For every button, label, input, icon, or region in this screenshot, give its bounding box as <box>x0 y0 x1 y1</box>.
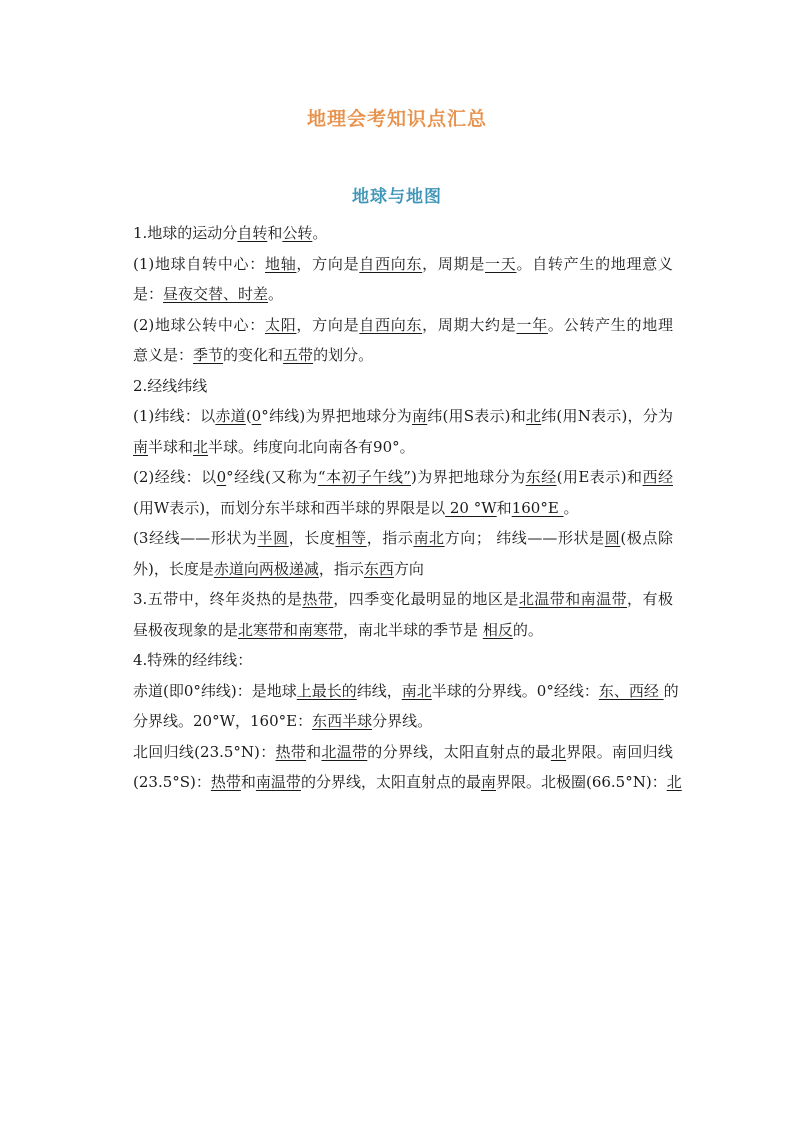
answer-fill: 五带 <box>283 346 314 364</box>
text-line <box>133 588 673 619</box>
answer-fill: 一天 <box>485 254 517 273</box>
text-segment: (极点除 <box>620 529 673 547</box>
text-segment: 。公转产生的地理 <box>547 315 673 334</box>
answer-fill: 东、西经 <box>598 681 664 700</box>
text-segment: ，长度 <box>288 529 336 547</box>
answer-fill: 南 <box>480 773 496 791</box>
text-segment: (用W表示)，而划分东半球和西半球的界限是以 <box>133 498 446 517</box>
text-segment: 的变化和 <box>223 346 284 364</box>
answer-fill: 热带 <box>210 773 241 791</box>
text-segment: (2)经线：以 <box>133 468 217 486</box>
text-segment: 的 <box>663 681 679 700</box>
answer-fill: 东西半球 <box>312 712 373 730</box>
answer-fill: 自西向东 <box>359 315 423 334</box>
text-line <box>133 436 673 467</box>
text-segment: )为界把地球分为 <box>410 468 526 486</box>
text-segment: ，方向是 <box>296 254 360 273</box>
text-segment: °经线(又称为 <box>226 468 318 486</box>
text-line <box>133 619 673 650</box>
answer-fill: 南 <box>411 407 428 425</box>
answer-fill: 北 <box>193 437 209 456</box>
answer-fill: 北 <box>550 742 567 761</box>
answer-fill: 上最长的 <box>296 681 357 700</box>
text-line <box>133 497 673 528</box>
text-segment: 2.经线纬线 <box>133 376 208 395</box>
text-segment: 1.地球的运动分 <box>133 224 238 242</box>
text-segment: ，周期是 <box>422 254 486 273</box>
text-segment: 。自转产生的地理意义 <box>516 254 673 273</box>
answer-fill: 西经 <box>642 468 673 486</box>
text-segment: ( <box>245 407 252 425</box>
text-line <box>133 253 673 284</box>
answer-fill: 半圆 <box>257 529 289 547</box>
text-segment: 界限。南回归线 <box>566 742 673 761</box>
text-line <box>133 771 682 802</box>
text-segment: 纬(用N表示)，分为 <box>541 407 673 425</box>
answer-fill: 北寒带和南寒带 <box>238 620 344 639</box>
section-heading: 地球与地图 <box>352 187 442 207</box>
text-line <box>133 649 673 680</box>
answer-fill: 160°E <box>511 498 564 517</box>
answer-fill: 公转 <box>282 224 313 242</box>
text-segment: 半球的分界线。0°经线： <box>431 681 599 700</box>
answer-fill: 赤道 <box>215 407 246 425</box>
text-segment: 和 <box>267 224 283 242</box>
answer-fill: 东西 <box>363 559 394 578</box>
text-line <box>133 314 673 345</box>
text-segment: (1)纬线：以 <box>133 407 216 425</box>
answer-fill: 南北 <box>401 681 432 700</box>
text-line <box>133 741 673 772</box>
text-segment: (用E表示)和 <box>556 468 643 486</box>
answer-fill: 北 <box>666 773 682 791</box>
text-line <box>133 558 673 589</box>
text-segment: 是： <box>133 285 164 303</box>
text-segment: 。 <box>312 224 328 242</box>
answer-fill: 南温带 <box>255 773 301 791</box>
text-segment: 界限。北极圈(66.5°N)： <box>495 773 667 791</box>
text-segment: 北回归线(23.5°N)： <box>133 742 276 761</box>
answer-fill: 赤道向两极递减 <box>213 559 319 578</box>
answer-fill: 相反 <box>482 620 513 639</box>
text-segment: °纬线)为界把地球分为 <box>261 407 412 425</box>
text-line <box>133 710 673 741</box>
text-segment: ，指示 <box>318 559 364 578</box>
answer-fill: 昼夜交替、时差 <box>163 285 269 303</box>
text-segment: ，有极 <box>627 590 673 608</box>
answer-fill: 北温带和南温带 <box>518 590 628 608</box>
text-line <box>133 680 679 711</box>
text-segment: 方向； 纬线——形状是 <box>444 529 605 547</box>
text-segment: 3.五带中，终年炎热的是 <box>133 590 303 608</box>
text-segment: ，方向是 <box>296 315 360 334</box>
answer-fill: 0 <box>251 407 262 425</box>
text-segment: 分界线。20°W，160°E： <box>133 712 313 730</box>
answer-fill: “本初子午线” <box>317 468 411 486</box>
text-segment: 半球。纬度向北向南各有90°。 <box>208 437 415 456</box>
answer-fill: 0 <box>216 468 227 486</box>
text-segment: 的分界线，太阳直射点的最 <box>300 773 481 791</box>
text-segment: 昼极夜现象的是 <box>133 620 239 639</box>
document-title: 地理会考知识点汇总 <box>306 108 487 130</box>
answer-fill: 圆 <box>604 529 621 547</box>
text-segment: 和 <box>306 742 322 761</box>
answer-fill: 20 °W <box>445 498 497 517</box>
text-segment: 4.特殊的经纬线： <box>133 651 253 669</box>
text-segment: 。 <box>563 498 579 517</box>
text-segment: ，南北半球的季节是 <box>343 620 483 639</box>
text-segment: 半球和 <box>148 437 194 456</box>
answer-fill: 季节 <box>193 346 224 364</box>
text-segment: 赤道(即0°纬线)：是地球 <box>133 681 297 700</box>
text-segment: 分界线。 <box>372 712 433 730</box>
text-segment: 纬线， <box>356 681 402 700</box>
text-line <box>133 466 673 497</box>
answer-fill: 自转 <box>237 224 268 242</box>
text-segment: 外)，长度是 <box>133 559 214 578</box>
text-segment: 纬(用S表示)和 <box>427 407 526 425</box>
text-line <box>133 375 673 406</box>
answer-fill: 太阳 <box>264 315 297 334</box>
answer-fill: 自西向东 <box>359 254 423 273</box>
answer-fill: 北 <box>525 407 542 425</box>
answer-fill: 热带 <box>275 742 307 761</box>
answer-fill: 热带 <box>302 590 334 608</box>
text-segment: ，周期大约是 <box>422 315 517 334</box>
answer-fill: 南北 <box>413 529 445 547</box>
text-segment: ，指示 <box>366 529 414 547</box>
answer-fill: 一年 <box>516 315 548 334</box>
text-line <box>133 283 673 314</box>
text-line <box>133 527 673 558</box>
text-segment: ，四季变化最明显的地区是 <box>333 590 519 608</box>
text-segment: 和 <box>496 498 512 517</box>
text-segment: (1)地球自转中心： <box>133 254 265 273</box>
answer-fill: 南 <box>133 437 149 456</box>
text-segment: 的分界线，太阳直射点的最 <box>367 742 551 761</box>
text-segment: 和 <box>240 773 256 791</box>
text-line <box>133 344 673 375</box>
answer-fill: 东经 <box>525 468 557 486</box>
answer-fill: 地轴 <box>264 254 297 273</box>
text-segment: 的划分。 <box>313 346 374 364</box>
body-text <box>133 222 682 802</box>
text-line <box>133 222 673 253</box>
text-segment: (2)地球公转中心： <box>133 315 265 334</box>
answer-fill: 相等 <box>335 529 367 547</box>
text-segment: (23.5°S)： <box>133 773 211 791</box>
text-segment: (3经线——形状为 <box>133 529 258 547</box>
text-segment: 的。 <box>512 620 543 639</box>
answer-fill: 北温带 <box>321 742 368 761</box>
text-line <box>133 405 673 436</box>
text-segment: 意义是： <box>133 346 194 364</box>
text-segment: 方向 <box>393 559 424 578</box>
text-segment: 。 <box>268 285 284 303</box>
